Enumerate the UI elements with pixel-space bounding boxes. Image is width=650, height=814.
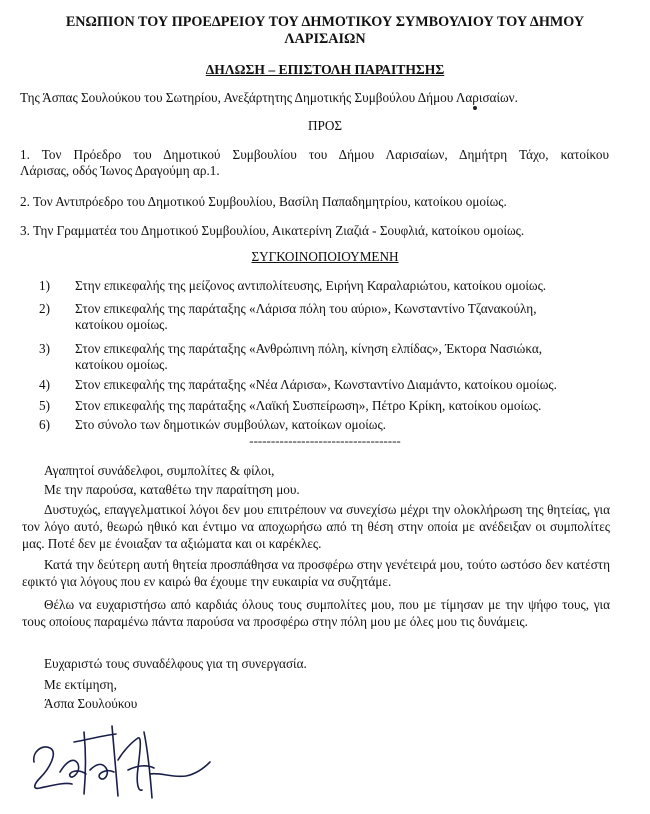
cc-item-text [75, 341, 619, 373]
cc-item-text-line-2: κατοίκου ομοίως. [75, 357, 168, 372]
ink-dot [473, 106, 477, 110]
cc-item-3 [39, 341, 619, 375]
cc-item-text-line-2: κατοίκου ομοίως. [75, 317, 168, 332]
document-subtitle: ΔΗΛΩΣΗ – ΕΠΙΣΤΟΛΗ ΠΑΡΑΙΤΗΣΗΣ [205, 62, 445, 77]
document-title [20, 14, 630, 48]
recipient-3: 3. Την Γραμματέα του Δημοτικού Συμβουλίου, Αικατερίνη Ζιαζιά - Σουφλιά, κατοίκου ομοίως. [20, 223, 525, 238]
cc-item-2 [39, 301, 619, 335]
cc-item-text: Στον επικεφαλής της παράταξης «Λαϊκή Συσπείρωση», Πέτρο Κρίκη, κατοίκου ομοίως. [75, 398, 542, 413]
cc-item-text: Στην επικεφαλής της μείζονος αντιπολίτευσης, Ειρήνη Καραλαριώτου, κατοίκου ομοίως. [75, 278, 547, 293]
intro-line: Με την παρούσα, καταθέτω την παραίτηση μου. [44, 482, 300, 497]
cc-item-text [75, 301, 619, 333]
thanks-line: Ευχαριστώ τους συναδέλφους για τη συνεργασία. [44, 656, 307, 671]
title-line-2: ΛΑΡΙΣΑΙΩΝ [284, 31, 366, 47]
cc-item-number: 5) [39, 398, 50, 413]
recipient-1 [20, 147, 609, 179]
cc-item-number: 6) [39, 417, 50, 432]
signatory-name: Άσπα Σουλούκου [44, 696, 138, 711]
cc-item-number: 2) [39, 301, 50, 316]
cc-item-text: Στον επικεφαλής της παράταξης «Νέα Λάρισα», Κωνσταντίνο Διαμάντο, κατοίκου ομοίως. [75, 377, 557, 392]
recipient-1-line-2: Λάρισας, οδός Ίωνος Δραγούμη αρ.1. [20, 163, 220, 178]
cc-item-text: Στο σύνολο των δημοτικών συμβούλων, κατοίκων ομοίως. [75, 417, 386, 432]
paragraph-1: Δυστυχώς, επαγγελματικοί λόγοι δεν μου επιτρέπουν να συνεχίσω μέχρι την ολοκλήρωση της θητείας, για τον λόγο αυτό, θεωρώ ηθικό και έντιμο να αποχωρήσω από τη θέση στην οποία με ανέδειξαν οι συμπολίτες μας. Ποτέ δεν με ένοιαξαν τα αξιώματα και οι καρέκλες. [22, 502, 610, 551]
recipient-2: 2. Τον Αντιπρόεδρο του Δημοτικού Συμβουλίου, Βασίλη Παπαδημητρίου, κατοίκου ομοίως. [20, 194, 507, 209]
cc-item-text-line-1: Στον επικεφαλής της παράταξης «Ανθρώπινη πόλη, κίνηση ελπίδας», Έκτορα Νασιώκα, [75, 341, 543, 356]
cc-item-number: 1) [39, 278, 50, 293]
handwritten-signature [20, 712, 220, 804]
separator: ----------------------------------- [249, 433, 401, 448]
recipient-1-line-1: 1. Τον Πρόεδρο του Δημοτικού Συμβουλίου του Δήμου Λαρισαίων, Δημήτρη Τάχο, κατοίκου [20, 147, 609, 162]
title-line-1: ΕΝΩΠΙΟΝ ΤΟΥ ΠΡΟΕΔΡΕΙΟΥ ΤΟΥ ΔΗΜΟΤΙΚΟΥ ΣΥΜΒΟΥΛΙΟΥ ΤΟΥ ΔΗΜΟΥ [65, 14, 585, 30]
salutation: Αγαπητοί συνάδελφοι, συμπολίτες & φίλοι, [44, 463, 275, 478]
cc-item-number: 4) [39, 377, 50, 392]
cc-item-number: 3) [39, 341, 50, 356]
paragraph-3: Θέλω να ευχαριστήσω από καρδιάς όλους τους συμπολίτες μου, που με τίμησαν με την ψήφο τους, για τους οποίους παραμένω πάντα παρούσα να προσφέρω στην πόλη μου με όλες μου τις δυνάμεις. [22, 597, 610, 629]
closing-line: Με εκτίμηση, [44, 677, 117, 692]
cc-item-text-line-1: Στον επικεφαλής της παράταξης «Λάρισα πόλη του αύριο», Κωνσταντίνο Τζανακούλη, [75, 301, 537, 316]
cc-heading: ΣΥΓΚΟΙΝΟΠΟΙΟΥΜΕΝΗ [251, 249, 399, 264]
paragraph-2: Κατά την δεύτερη αυτή θητεία προσπάθησα να προσφέρω στην γενέτειρά μου, τούτο ωστόσο δεν κατέστη εφικτό για λόγους που εν καιρώ θα έχουμε την ευκαιρία να συζητάμε. [22, 557, 610, 589]
to-heading: ΠΡΟΣ [307, 118, 343, 133]
from-line: Της Άσπας Σουλούκου του Σωτηρίου, Ανεξάρτητης Δημοτικής Συμβούλου Δήμου Λαρισαίων. [20, 90, 518, 105]
